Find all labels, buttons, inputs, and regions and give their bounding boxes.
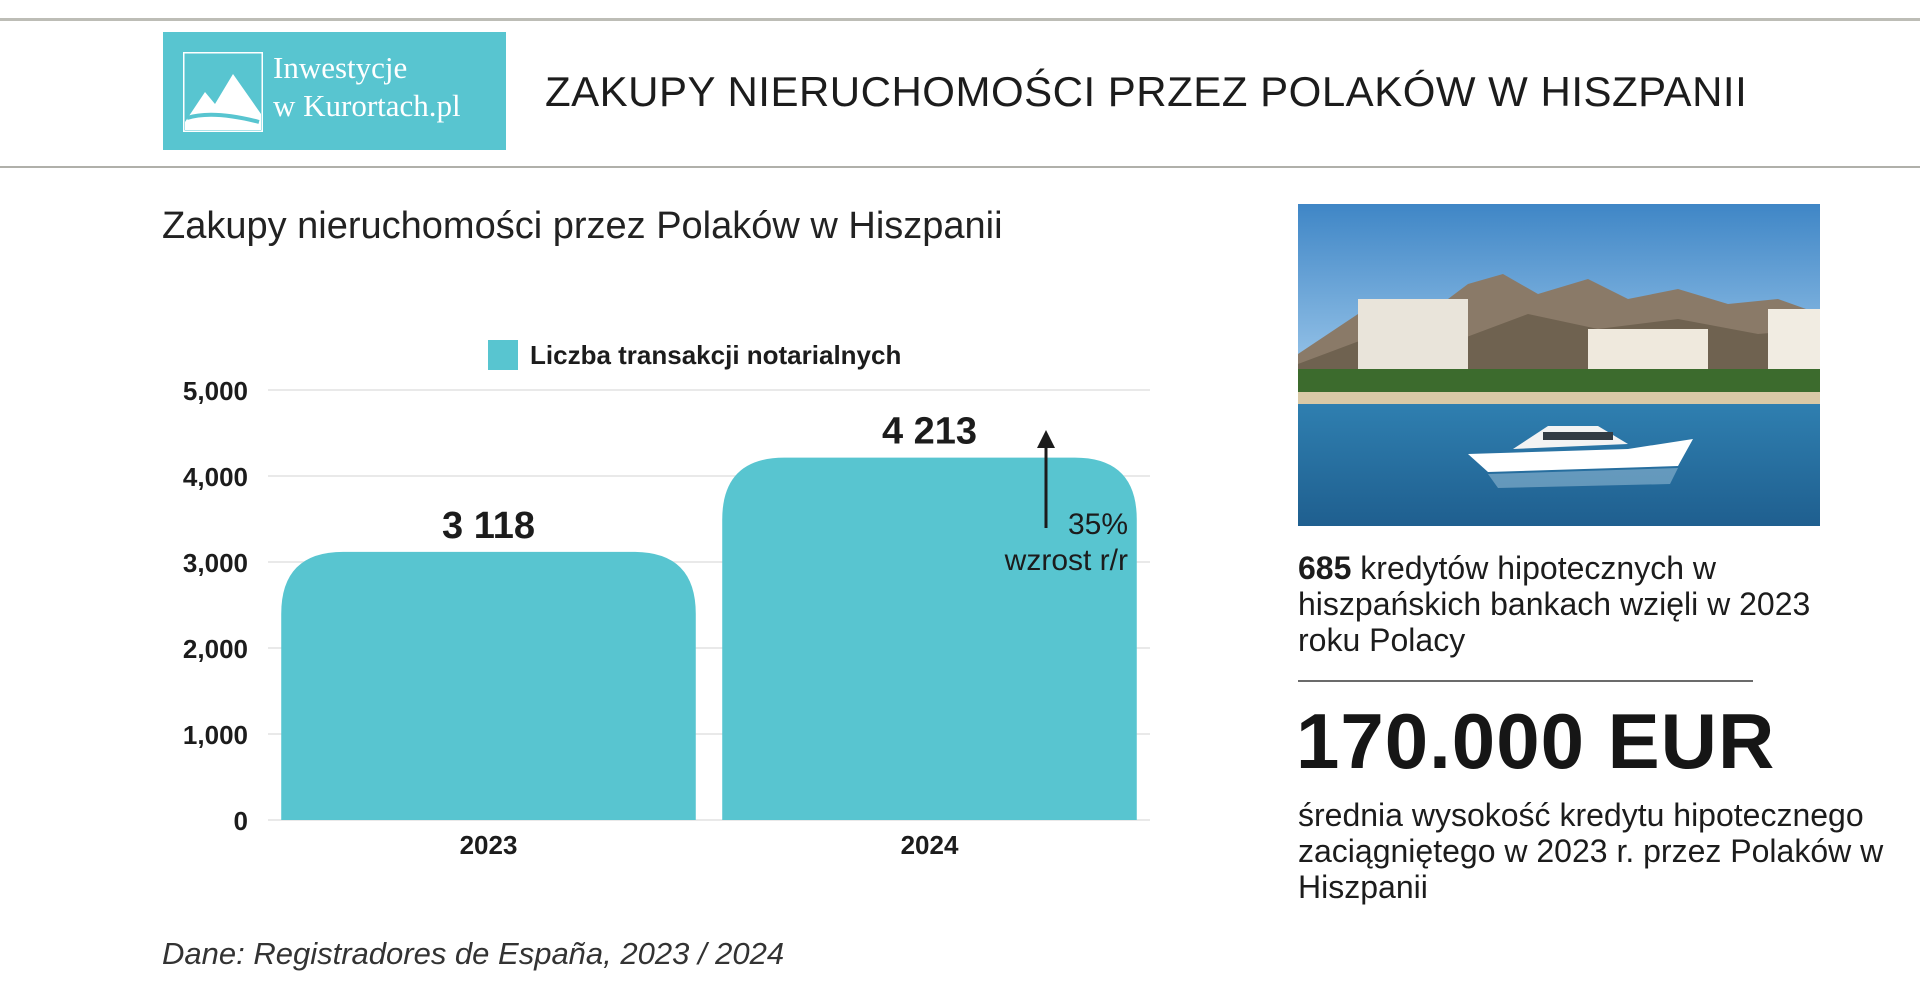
chart-legend bbox=[488, 340, 901, 370]
growth-percent: 35% bbox=[1067, 508, 1128, 541]
y-tick-label: 1,000 bbox=[182, 720, 248, 750]
y-tick-label: 3,000 bbox=[182, 548, 248, 578]
y-tick-label: 4,000 bbox=[182, 462, 248, 492]
y-tick-label: 5,000 bbox=[182, 376, 248, 406]
average-loan-amount: 170.000 EUR bbox=[1296, 697, 1776, 785]
marina-yacht-photo bbox=[1298, 204, 1820, 526]
y-tick-label: 2,000 bbox=[182, 634, 248, 664]
logo-line-2: w Kurortach.pl bbox=[273, 88, 461, 123]
bar-2023 bbox=[281, 552, 696, 820]
y-axis-ticks bbox=[183, 376, 248, 836]
source-note: Dane: Registradores de España, 2023 / 2024 bbox=[162, 936, 785, 971]
x-tick-label: 2023 bbox=[459, 830, 518, 860]
page-title: ZAKUPY NIERUCHOMOŚCI PRZEZ POLAKÓW W HISZPANII bbox=[545, 68, 1748, 115]
legend-swatch bbox=[488, 340, 518, 370]
y-tick-label: 0 bbox=[233, 806, 248, 836]
up-arrow-icon bbox=[1037, 430, 1055, 448]
mortgage-count: 685 bbox=[1298, 550, 1352, 586]
growth-caption: wzrost r/r bbox=[1004, 544, 1128, 577]
legend-label: Liczba transakcji notarialnych bbox=[530, 340, 902, 370]
side-divider bbox=[1298, 680, 1753, 682]
x-axis-ticks bbox=[460, 830, 959, 860]
chart-title: Zakupy nieruchomości przez Polaków w Hiszpanii bbox=[162, 205, 1003, 247]
mortgage-text: kredytów hipotecznych w hiszpańskich bankach wzięli w 2023 roku Polacy bbox=[1298, 550, 1811, 658]
logo-line-1: Inwestycje bbox=[273, 50, 408, 85]
data-label-2023: 3 118 bbox=[442, 504, 535, 547]
average-loan-text: średnia wysokość kredytu hipotecznego zaciągniętego w 2023 r. przez Polaków w Hiszpanii bbox=[1298, 797, 1884, 905]
x-tick-label: 2024 bbox=[900, 830, 959, 860]
mortgage-stat bbox=[1298, 550, 1858, 658]
data-label-2024: 4 213 bbox=[881, 410, 978, 453]
chart-bars bbox=[281, 458, 1137, 820]
